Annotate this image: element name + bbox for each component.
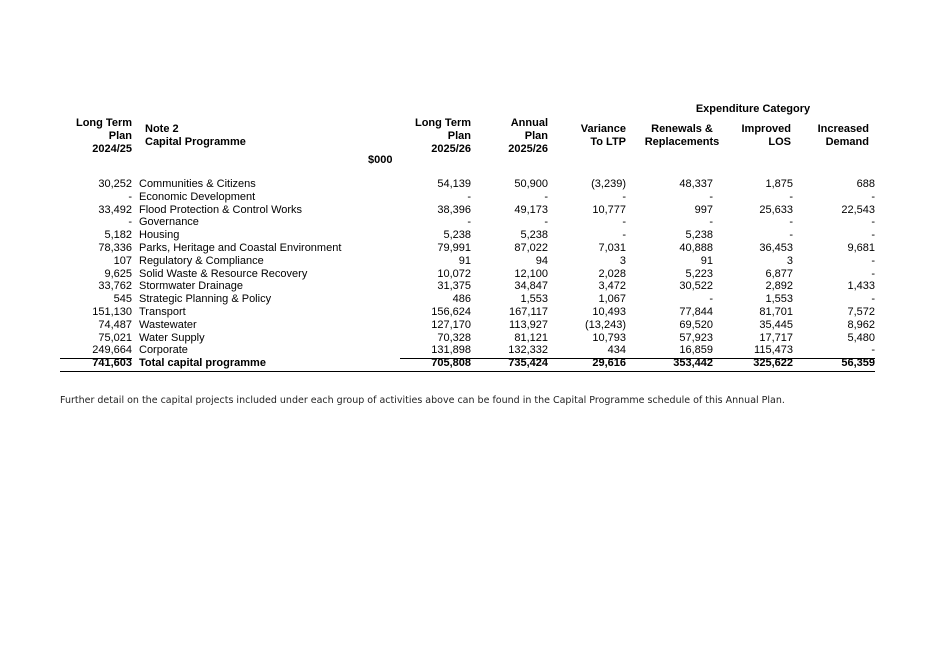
cell-renewals: 30,522 <box>679 280 713 293</box>
total-variance: 29,616 <box>592 357 626 370</box>
cell-ltp-prev: 249,664 <box>92 344 132 357</box>
table-row <box>60 204 875 217</box>
footnote: Further detail on the capital projects included under each group of activities above can be found in the Capital Programme schedule of this Annual Plan. <box>60 395 785 406</box>
cell-ltp-curr: 127,170 <box>431 318 471 331</box>
table-row <box>60 344 875 357</box>
table-body <box>60 178 875 357</box>
cell-ltp-prev: 151,130 <box>92 305 132 318</box>
cell-ltp-curr: - <box>467 216 471 229</box>
cell-increased: - <box>871 229 875 242</box>
cell-annual: 81,121 <box>514 331 548 344</box>
header-variance: Variance To LTP <box>580 123 626 148</box>
cell-improved: 81,701 <box>759 305 793 318</box>
table-row <box>60 268 875 281</box>
cell-increased: - <box>871 254 875 267</box>
cell-renewals: 16,859 <box>679 344 713 357</box>
cell-annual: - <box>544 216 548 229</box>
cell-improved: 3 <box>786 254 793 267</box>
cell-label: Parks, Heritage and Coastal Environment <box>139 241 342 254</box>
rule-below-total <box>60 371 875 372</box>
cell-increased: 688 <box>856 178 875 190</box>
cell-improved: 115,473 <box>754 344 793 357</box>
cell-label: Water Supply <box>139 331 205 344</box>
rule-above-total-ltp-prev <box>60 358 132 359</box>
table-row <box>60 280 875 293</box>
cell-renewals: 69,520 <box>679 318 713 331</box>
cell-variance: 434 <box>607 344 626 357</box>
cell-annual: 12,100 <box>514 267 548 280</box>
cell-increased: - <box>871 216 875 229</box>
cell-variance: 1,067 <box>598 293 626 306</box>
cell-ltp-curr: 486 <box>452 293 471 306</box>
cell-ltp-prev: 78,336 <box>98 241 132 254</box>
cell-renewals: 77,844 <box>679 305 713 318</box>
cell-annual: - <box>544 190 548 203</box>
cell-ltp-prev: 9,625 <box>104 267 132 280</box>
rule-above-total-right <box>400 358 875 359</box>
cell-increased: 8,962 <box>847 318 875 331</box>
cell-variance: - <box>622 216 626 229</box>
header-annual: Annual Plan 2025/26 <box>508 117 548 155</box>
header-renewals: Renewals & Replacements <box>644 123 720 148</box>
cell-label: Governance <box>139 216 199 229</box>
cell-renewals: - <box>709 190 713 203</box>
cell-improved: 1,553 <box>765 293 793 306</box>
cell-improved: 6,877 <box>765 267 793 280</box>
cell-annual: 94 <box>535 254 548 267</box>
cell-annual: 34,847 <box>514 280 548 293</box>
cell-ltp-prev: 5,182 <box>104 229 132 242</box>
cell-ltp-prev: 75,021 <box>98 331 132 344</box>
cell-increased: 1,433 <box>847 280 875 293</box>
header-units: $000 <box>368 154 393 166</box>
cell-annual: 113,927 <box>509 318 548 331</box>
cell-variance: 7,031 <box>598 241 626 254</box>
header-note: Note 2 Capital Programme <box>145 123 246 148</box>
table-row <box>60 191 875 204</box>
cell-improved: - <box>789 190 793 203</box>
total-ltp-curr: 705,808 <box>431 357 471 370</box>
cell-increased: 22,543 <box>841 203 875 216</box>
cell-label: Economic Development <box>139 190 256 203</box>
cell-ltp-prev: 545 <box>113 293 132 306</box>
cell-renewals: 57,923 <box>679 331 713 344</box>
cell-label: Wastewater <box>139 318 197 331</box>
cell-ltp-prev: 107 <box>113 254 132 267</box>
cell-variance: 10,777 <box>592 203 626 216</box>
cell-variance: (13,243) <box>585 318 626 331</box>
cell-variance: - <box>622 190 626 203</box>
table-row <box>60 216 875 229</box>
cell-ltp-curr: 91 <box>458 254 471 267</box>
cell-improved: 2,892 <box>765 280 793 293</box>
cell-improved: 17,717 <box>759 331 793 344</box>
cell-label: Transport <box>139 305 186 318</box>
cell-annual: 132,332 <box>508 344 548 357</box>
cell-improved: - <box>789 229 793 242</box>
cell-annual: 49,173 <box>514 203 548 216</box>
cell-variance: 10,493 <box>592 305 626 318</box>
cell-variance: - <box>622 229 626 242</box>
cell-renewals: 91 <box>700 254 713 267</box>
cell-variance: 3,472 <box>598 280 626 293</box>
cell-renewals: - <box>709 216 713 229</box>
cell-annual: 167,117 <box>509 305 548 318</box>
total-renewals: 353,442 <box>673 357 713 370</box>
header-ltp-prev: Long Term Plan 2024/25 <box>75 117 132 155</box>
header-expenditure-category: Expenditure Category <box>695 103 811 115</box>
cell-renewals: 5,223 <box>685 267 713 280</box>
cell-renewals: 40,888 <box>679 241 713 254</box>
cell-ltp-prev: - <box>128 190 132 203</box>
table-row <box>60 319 875 332</box>
cell-ltp-curr: 10,072 <box>437 267 471 280</box>
table-row <box>60 242 875 255</box>
cell-label: Corporate <box>139 344 188 357</box>
cell-ltp-curr: 79,991 <box>437 241 471 254</box>
cell-label: Flood Protection & Control Works <box>139 203 303 216</box>
header-ltp-curr: Long Term Plan 2025/26 <box>414 117 471 155</box>
cell-ltp-curr: 38,396 <box>437 203 471 216</box>
cell-increased: - <box>871 267 875 280</box>
header-increased: Increased Demand <box>817 123 869 148</box>
cell-ltp-prev: 33,762 <box>98 280 132 293</box>
table-row <box>60 293 875 306</box>
cell-ltp-prev: 74,487 <box>98 318 132 331</box>
cell-ltp-curr: 54,139 <box>437 178 471 190</box>
cell-ltp-prev: 33,492 <box>98 203 132 216</box>
cell-label: Stormwater Drainage <box>139 280 243 293</box>
cell-increased: - <box>871 344 875 357</box>
cell-increased: - <box>871 190 875 203</box>
table-row <box>60 255 875 268</box>
cell-ltp-curr: 131,898 <box>431 344 471 357</box>
total-label: Total capital programme <box>139 357 266 370</box>
cell-increased: 9,681 <box>847 241 875 254</box>
total-improved: 325,622 <box>753 357 793 370</box>
cell-annual: 5,238 <box>520 229 548 242</box>
cell-improved: 35,445 <box>759 318 793 331</box>
cell-renewals: 48,337 <box>679 178 713 190</box>
cell-variance: 3 <box>619 254 626 267</box>
cell-variance: 10,793 <box>592 331 626 344</box>
cell-label: Strategic Planning & Policy <box>139 293 272 306</box>
cell-annual: 87,022 <box>514 241 548 254</box>
cell-renewals: - <box>709 293 713 306</box>
cell-improved: 25,633 <box>759 203 793 216</box>
table-row <box>60 229 875 242</box>
cell-label: Communities & Citizens <box>139 178 256 190</box>
cell-ltp-curr: 156,624 <box>431 305 471 318</box>
table-total <box>60 357 875 370</box>
table-row <box>60 332 875 345</box>
cell-improved: 1,875 <box>765 178 793 190</box>
cell-renewals: 997 <box>694 203 713 216</box>
cell-annual: 50,900 <box>514 178 548 190</box>
cell-label: Solid Waste & Resource Recovery <box>139 267 308 280</box>
cell-ltp-curr: 70,328 <box>437 331 471 344</box>
total-ltp-prev: 741,603 <box>92 357 132 370</box>
capital-programme-table <box>60 178 875 370</box>
table-row <box>60 306 875 319</box>
cell-ltp-curr: 5,238 <box>443 229 471 242</box>
cell-ltp-curr: 31,375 <box>437 280 471 293</box>
cell-label: Regulatory & Compliance <box>139 254 264 267</box>
cell-increased: 7,572 <box>847 305 875 318</box>
cell-variance: 2,028 <box>598 267 626 280</box>
cell-improved: 36,453 <box>759 241 793 254</box>
header-improved: Improved LOS <box>741 123 791 148</box>
total-row <box>60 357 875 370</box>
cell-annual: 1,553 <box>520 293 548 306</box>
total-annual: 735,424 <box>508 357 548 370</box>
cell-ltp-prev: - <box>128 216 132 229</box>
cell-ltp-curr: - <box>467 190 471 203</box>
cell-improved: - <box>789 216 793 229</box>
cell-increased: 5,480 <box>847 331 875 344</box>
total-increased: 56,359 <box>841 357 875 370</box>
cell-ltp-prev: 30,252 <box>98 178 132 190</box>
cell-variance: (3,239) <box>591 178 626 190</box>
cell-renewals: 5,238 <box>685 229 713 242</box>
table-row <box>60 178 875 191</box>
cell-label: Housing <box>139 229 180 242</box>
cell-increased: - <box>871 293 875 306</box>
